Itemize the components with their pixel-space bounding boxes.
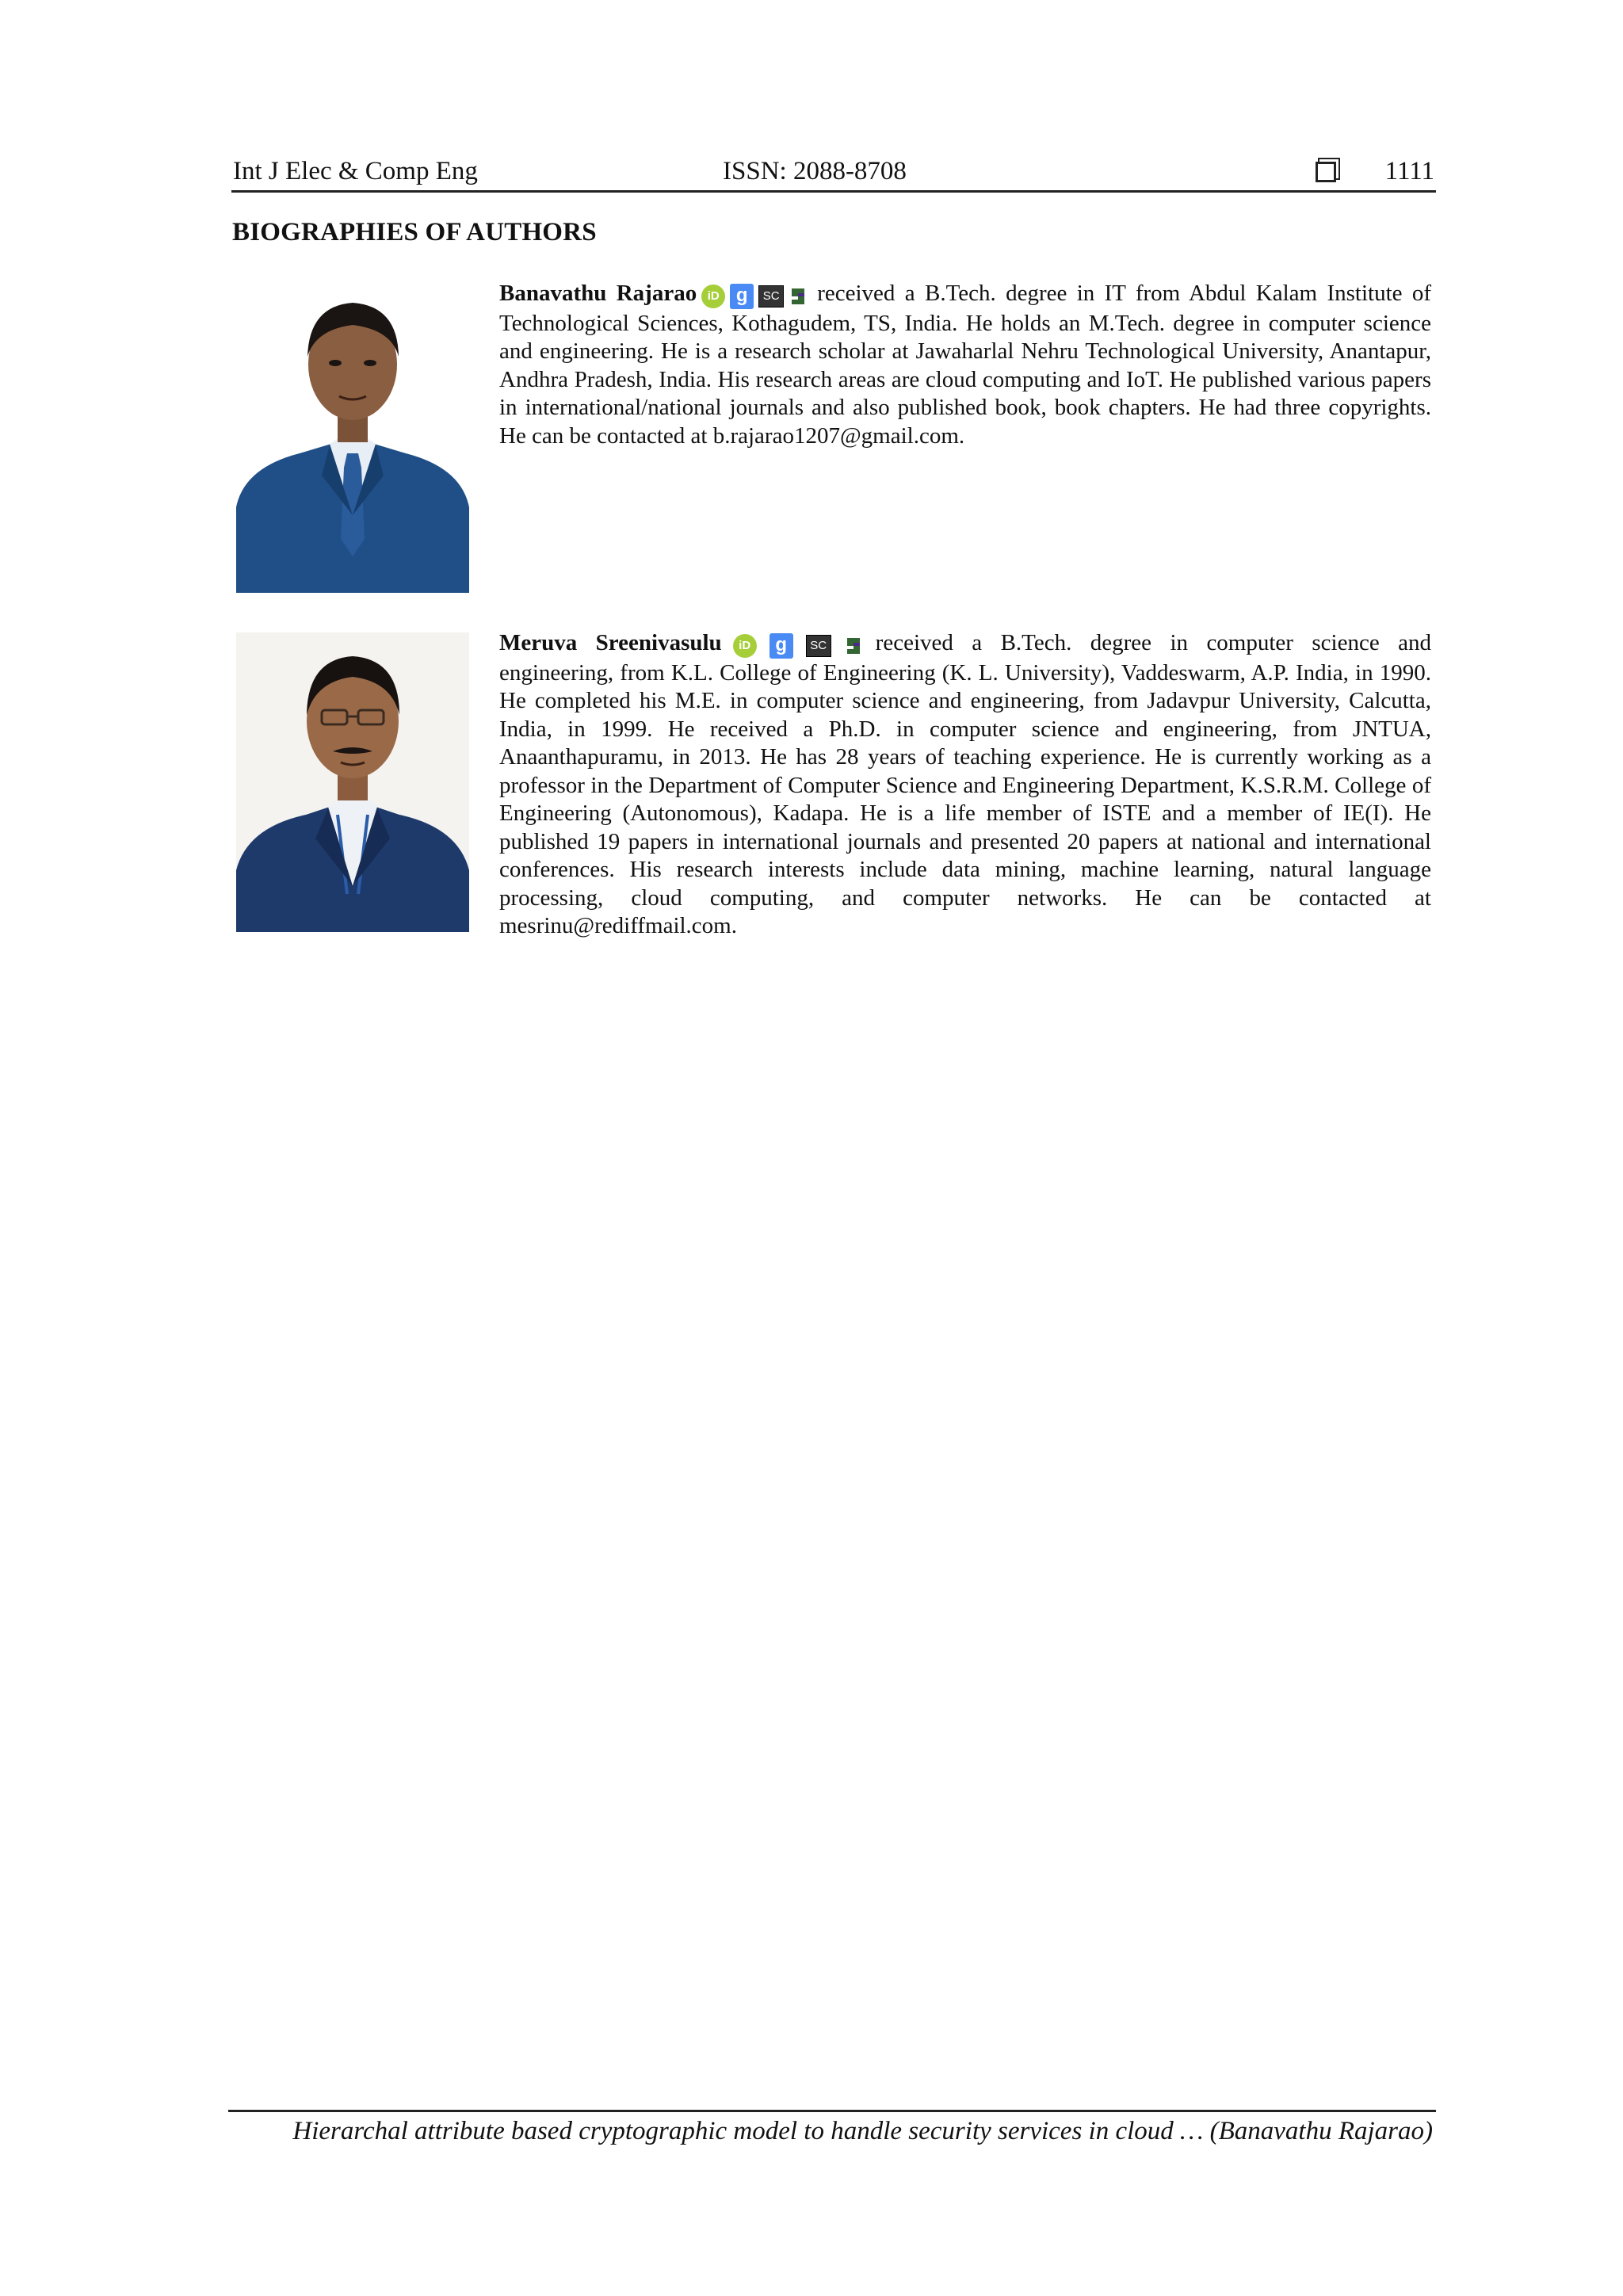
section-title: BIOGRAPHIES OF AUTHORS <box>232 218 597 246</box>
google-scholar-icon[interactable]: g <box>769 633 793 659</box>
scopus-icon[interactable]: SC <box>806 635 831 657</box>
author-profile-icons <box>733 631 873 659</box>
author-bio-sreenivasulu <box>499 629 1431 941</box>
orcid-icon[interactable]: iD <box>733 634 757 658</box>
author-name: Banavathu Rajarao <box>499 281 697 306</box>
running-title: Hierarchal attribute based cryptographic model to handle security services in cloud … (Banavathu Rajarao) <box>292 2117 1433 2145</box>
author-bio-text: received a B.Tech. degree in computer science and engineering, from K.L. College of Engineering (K. L. University), Vaddeswarm, A.P. India, in 1990. He completed his M.E. in computer science and engineering, from Jadavpur University, Calcutta, India, in 1999. He received a Ph.D. in computer science and engineering, from JNTUA, Anaanthapuramu, in 2013. He has 28 years of teaching experience. He is currently working as a professor in the Department of Computer Science and Engineering Department, K.S.R.M. College of Engineering (Autonomous), Kadapa. He is a life member of ISTE and a member of IE(I). He published 19 papers in international journals and presented 20 papers at national and international conferences. His research interests include data mining, machine learning, natural language processing, cloud computing, and computer networks. He can be contacted at mesrinu@rediffmail.com. <box>499 630 1431 938</box>
page-footer <box>228 2110 1436 2160</box>
orcid-icon[interactable]: iD <box>701 285 725 308</box>
publons-icon[interactable] <box>844 635 865 657</box>
google-scholar-icon[interactable]: g <box>730 284 754 309</box>
page-box-icon <box>1316 162 1336 182</box>
author-name: Meruva Sreenivasulu <box>499 630 722 655</box>
page-number: 1111 <box>1384 157 1434 185</box>
author-bio-text: received a B.Tech. degree in IT from Abdul Kalam Institute of Technological Sciences, Kothagudem, TS, India. He holds an M.Tech. degree in computer science and engineering. He is a research scholar at Jawaharlal Nehru Technological University, Anantapur, Andhra Pradesh, India. His research areas are cloud computing and IoT. He published various papers in international/national journals and also published book, book chapters. He had three copyrights. He can be contacted at b.rajarao1207@gmail.com. <box>499 281 1432 449</box>
author-profile-icons <box>701 281 814 310</box>
issn-number: ISSN: 2088-8708 <box>723 157 907 185</box>
author-photo-sreenivasulu <box>236 632 469 932</box>
publons-icon[interactable] <box>789 285 809 308</box>
author-bio-rajarao <box>499 280 1431 450</box>
journal-name: Int J Elec & Comp Eng <box>233 157 478 185</box>
page-header <box>231 151 1436 193</box>
author-photo-rajarao <box>236 277 469 593</box>
scopus-icon[interactable]: SC <box>758 285 784 308</box>
